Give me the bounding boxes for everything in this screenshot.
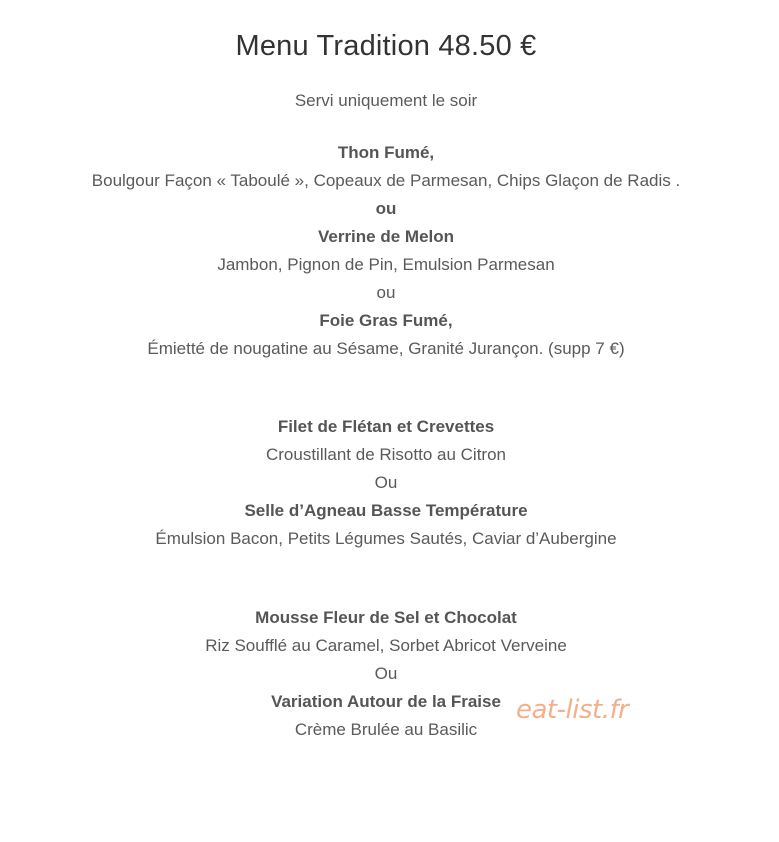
entree-separator-2: ou	[376, 283, 396, 302]
entree-2-description: Jambon, Pignon de Pin, Emulsion Parmesan	[217, 255, 555, 274]
menu-title: Menu Tradition 48.50 €	[235, 30, 537, 62]
dessert-separator-1: Ou	[374, 664, 398, 683]
dessert-1-name: Mousse Fleur de Sel et Chocolat	[255, 608, 517, 627]
plat-2-name: Selle d’Agneau Basse Température	[244, 501, 528, 520]
dessert-2-name: Variation Autour de la Fraise	[271, 692, 501, 711]
watermark-logo: eat-list.fr	[516, 695, 629, 725]
entree-1-name: Thon Fumé,	[337, 143, 435, 162]
plat-2-description: Émulsion Bacon, Petits Légumes Sautés, Caviar d’Aubergine	[155, 529, 617, 548]
plat-separator-1: Ou	[374, 473, 398, 492]
entree-separator-1: ou	[375, 199, 397, 218]
plat-1-name: Filet de Flétan et Crevettes	[277, 417, 495, 436]
menu-subtitle: Servi uniquement le soir	[294, 91, 478, 110]
dessert-1-description: Riz Soufflé au Caramel, Sorbet Abricot Verveine	[205, 636, 567, 655]
entree-2-name: Verrine de Melon	[317, 227, 455, 246]
entree-1-description: Boulgour Façon « Taboulé », Copeaux de Parmesan, Chips Glaçon de Radis .	[91, 171, 681, 190]
dessert-2-description: Crème Brulée au Basilic	[294, 720, 478, 739]
entree-3-description: Émietté de nougatine au Sésame, Granité Jurançon. (supp 7 €)	[147, 339, 625, 358]
plat-1-description: Croustillant de Risotto au Citron	[265, 445, 506, 464]
entree-3-name: Foie Gras Fumé,	[319, 311, 453, 330]
